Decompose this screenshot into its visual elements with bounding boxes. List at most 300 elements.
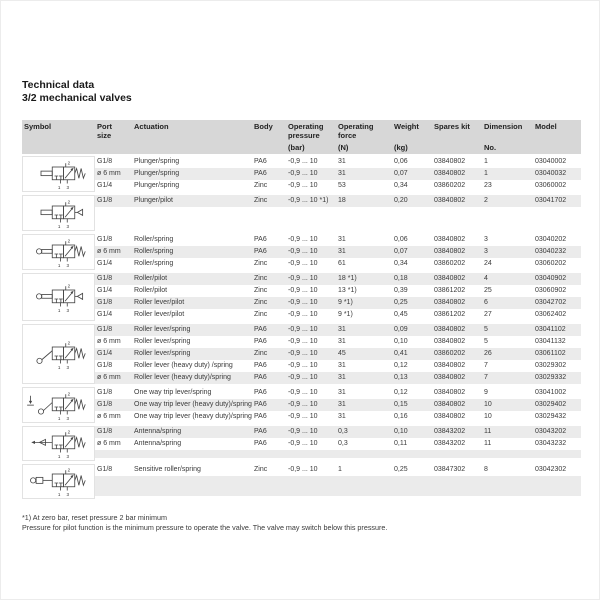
cell-weight: 0,34 bbox=[394, 260, 408, 267]
column-header-operating-force bbox=[336, 120, 392, 154]
cell-operating-force: 18 bbox=[338, 197, 346, 204]
column-header-label: Operating force bbox=[338, 122, 374, 140]
cell-body: Zinc bbox=[254, 260, 268, 267]
column-header-actuation bbox=[132, 120, 252, 154]
valve-schematic-icon bbox=[24, 158, 94, 191]
valve-schematic-icon bbox=[24, 427, 94, 460]
cell-weight: 0,34 bbox=[394, 182, 408, 189]
cell-spares-kit: 03840802 bbox=[434, 170, 466, 177]
cell-operating-pressure: -0,9 ... 10 bbox=[288, 401, 318, 408]
cell-weight: 0,25 bbox=[394, 466, 408, 473]
cell-port-size: ø 6 mm bbox=[97, 170, 121, 177]
cell-dimension-no: 23 bbox=[484, 182, 492, 189]
group-filler bbox=[95, 476, 581, 496]
svg-text:2: 2 bbox=[67, 467, 70, 473]
cell-port-size: ø 6 mm bbox=[97, 248, 121, 255]
cell-body: PA6 bbox=[254, 170, 267, 177]
table-row bbox=[95, 399, 581, 411]
column-header-port-size bbox=[95, 120, 132, 154]
cell-actuation: Roller lever (heavy duty) /spring bbox=[134, 362, 233, 369]
antenna-spring-valve-symbol bbox=[22, 426, 95, 461]
cell-weight: 0,15 bbox=[394, 401, 408, 408]
cell-weight: 0,12 bbox=[394, 362, 408, 369]
cell-weight: 0,20 bbox=[394, 197, 408, 204]
cell-port-size: G1/4 bbox=[97, 182, 113, 189]
cell-operating-force: 31 bbox=[338, 248, 346, 255]
cell-spares-kit: 03840802 bbox=[434, 248, 466, 255]
cell-port-size: G1/8 bbox=[97, 236, 113, 243]
cell-model: 03040002 bbox=[535, 158, 567, 165]
cell-operating-force: 31 bbox=[338, 413, 346, 420]
cell-model: 03041102 bbox=[535, 326, 566, 333]
cell-port-size: ø 6 mm bbox=[97, 440, 121, 447]
svg-text:1: 1 bbox=[57, 307, 60, 313]
plunger-spring-valve-symbol bbox=[22, 156, 95, 192]
column-header-operating-pressure bbox=[286, 120, 336, 154]
cell-dimension-no: 24 bbox=[484, 260, 492, 267]
cell-weight: 0,16 bbox=[394, 413, 408, 420]
cell-operating-force: 31 bbox=[338, 170, 346, 177]
cell-spares-kit: 03860202 bbox=[434, 350, 466, 357]
cell-body: PA6 bbox=[254, 338, 267, 345]
table-body bbox=[22, 156, 581, 499]
cell-body: Zinc bbox=[254, 350, 268, 357]
table-row bbox=[95, 387, 581, 399]
cell-dimension-no: 5 bbox=[484, 326, 488, 333]
svg-text:3: 3 bbox=[66, 453, 69, 459]
table-row bbox=[95, 285, 581, 297]
cell-model: 03060002 bbox=[535, 182, 567, 189]
cell-operating-pressure: -0,9 ... 10 bbox=[288, 440, 318, 447]
cell-model: 03040032 bbox=[535, 170, 567, 177]
group-filler bbox=[95, 450, 581, 458]
cell-body: Zinc bbox=[254, 299, 268, 306]
column-header-label: Spares kit bbox=[434, 122, 470, 131]
column-header-model bbox=[533, 120, 581, 154]
cell-operating-force: 1 bbox=[338, 466, 342, 473]
cell-operating-pressure: -0,9 ... 10 bbox=[288, 338, 318, 345]
cell-model: 03029432 bbox=[535, 413, 567, 420]
cell-actuation: One way trip lever (heavy duty)/spring bbox=[134, 401, 252, 408]
cell-actuation: Antenna/spring bbox=[134, 440, 182, 447]
table-group bbox=[22, 324, 581, 384]
cell-operating-pressure: -0,9 ... 10 bbox=[288, 413, 318, 420]
cell-dimension-no: 11 bbox=[484, 428, 492, 435]
svg-text:3: 3 bbox=[66, 415, 69, 421]
cell-actuation: Plunger/spring bbox=[134, 182, 180, 189]
cell-spares-kit: 03861202 bbox=[434, 287, 466, 294]
column-header-unit: (kg) bbox=[394, 142, 408, 152]
svg-text:1: 1 bbox=[57, 223, 60, 229]
table-row bbox=[95, 234, 581, 246]
cell-model: 03041702 bbox=[535, 197, 567, 204]
cell-port-size: G1/8 bbox=[97, 466, 113, 473]
table-group bbox=[22, 387, 581, 423]
cell-port-size: G1/8 bbox=[97, 362, 113, 369]
cell-dimension-no: 8 bbox=[484, 466, 488, 473]
svg-text:3: 3 bbox=[66, 491, 69, 497]
cell-dimension-no: 11 bbox=[484, 440, 492, 447]
cell-model: 03040202 bbox=[535, 236, 567, 243]
cell-actuation: Roller/pilot bbox=[134, 275, 168, 282]
table-row bbox=[95, 426, 581, 438]
table-group bbox=[22, 234, 581, 270]
table-row bbox=[95, 438, 581, 450]
cell-port-size: G1/8 bbox=[97, 275, 113, 282]
svg-text:3: 3 bbox=[66, 223, 69, 229]
cell-spares-kit: 03860202 bbox=[434, 260, 466, 267]
cell-spares-kit: 03840802 bbox=[434, 275, 466, 282]
cell-body: PA6 bbox=[254, 440, 267, 447]
cell-operating-pressure: -0,9 ... 10 bbox=[288, 428, 318, 435]
cell-dimension-no: 9 bbox=[484, 389, 488, 396]
cell-weight: 0,12 bbox=[394, 389, 408, 396]
technical-data-page bbox=[1, 1, 599, 533]
cell-model: 03062402 bbox=[535, 311, 567, 318]
cell-spares-kit: 03840802 bbox=[434, 338, 466, 345]
cell-spares-kit: 03840802 bbox=[434, 197, 466, 204]
cell-port-size: G1/8 bbox=[97, 158, 113, 165]
cell-weight: 0,09 bbox=[394, 326, 408, 333]
cell-actuation: Roller lever/spring bbox=[134, 338, 191, 345]
valve-schematic-icon bbox=[24, 465, 94, 498]
cell-dimension-no: 7 bbox=[484, 362, 488, 369]
cell-operating-pressure: -0,9 ... 10 bbox=[288, 248, 318, 255]
cell-dimension-no: 1 bbox=[484, 158, 488, 165]
table-row bbox=[95, 180, 581, 192]
sensitive-roller-spring-valve-symbol bbox=[22, 464, 95, 499]
cell-actuation: Roller lever/spring bbox=[134, 326, 191, 333]
cell-weight: 0,45 bbox=[394, 311, 408, 318]
cell-actuation: Roller/pilot bbox=[134, 287, 168, 294]
table-row bbox=[95, 156, 581, 168]
column-header-unit: (bar) bbox=[288, 142, 305, 152]
cell-spares-kit: 03840802 bbox=[434, 374, 466, 381]
cell-operating-pressure: -0,9 ... 10 bbox=[288, 362, 318, 369]
cell-port-size: G1/8 bbox=[97, 401, 113, 408]
column-header-label: Symbol bbox=[24, 122, 52, 131]
cell-operating-pressure: -0,9 ... 10 bbox=[288, 311, 318, 318]
cell-weight: 0,10 bbox=[394, 338, 408, 345]
cell-weight: 0,10 bbox=[394, 428, 408, 435]
cell-actuation: One way trip lever (heavy duty)/spring bbox=[134, 413, 252, 420]
cell-operating-pressure: -0,9 ... 10 bbox=[288, 275, 318, 282]
cell-port-size: G1/8 bbox=[97, 299, 113, 306]
cell-port-size: G1/4 bbox=[97, 260, 113, 267]
table-row bbox=[95, 195, 581, 207]
cell-body: PA6 bbox=[254, 248, 267, 255]
cell-operating-force: 31 bbox=[338, 236, 346, 243]
cell-actuation: Plunger/pilot bbox=[134, 197, 173, 204]
cell-port-size: ø 6 mm bbox=[97, 374, 121, 381]
table-row bbox=[95, 411, 581, 423]
table-group bbox=[22, 156, 581, 192]
cell-weight: 0,06 bbox=[394, 236, 408, 243]
cell-operating-pressure: -0,9 ... 10 bbox=[288, 260, 318, 267]
svg-text:3: 3 bbox=[66, 184, 69, 190]
cell-model: 03041002 bbox=[535, 389, 567, 396]
cell-model: 03060202 bbox=[535, 260, 567, 267]
column-header-label: Dimension bbox=[484, 122, 523, 131]
cell-dimension-no: 10 bbox=[484, 413, 492, 420]
roller-spring-valve-symbol bbox=[22, 234, 95, 270]
cell-operating-force: 9 *1) bbox=[338, 299, 353, 306]
column-header-dimension-no bbox=[482, 120, 533, 154]
cell-dimension-no: 2 bbox=[484, 197, 488, 204]
cell-body: Zinc bbox=[254, 466, 268, 473]
cell-model: 03041132 bbox=[535, 338, 566, 345]
valve-schematic-icon bbox=[24, 338, 94, 371]
cell-body: PA6 bbox=[254, 374, 267, 381]
cell-spares-kit: 03840802 bbox=[434, 401, 466, 408]
cell-actuation: Roller lever/pilot bbox=[134, 299, 185, 306]
one-way-trip-lever-spring-valve-symbol bbox=[22, 387, 95, 423]
cell-dimension-no: 10 bbox=[484, 401, 492, 408]
cell-port-size: G1/4 bbox=[97, 350, 113, 357]
column-header-unit: No. bbox=[484, 142, 497, 152]
table-row bbox=[95, 372, 581, 384]
cell-spares-kit: 03843202 bbox=[434, 428, 466, 435]
cell-operating-pressure: -0,9 ... 10 bbox=[288, 326, 318, 333]
cell-operating-pressure: -0,9 ... 10 bbox=[288, 466, 318, 473]
svg-text:2: 2 bbox=[67, 390, 70, 396]
cell-operating-force: 18 *1) bbox=[338, 275, 357, 282]
cell-dimension-no: 25 bbox=[484, 287, 492, 294]
table-row bbox=[95, 360, 581, 372]
column-header-label: Weight bbox=[394, 122, 419, 131]
table-row bbox=[95, 309, 581, 321]
column-header-spares-kit bbox=[432, 120, 482, 154]
column-header-label: Body bbox=[254, 122, 273, 131]
svg-text:1: 1 bbox=[57, 415, 60, 421]
cell-dimension-no: 4 bbox=[484, 275, 488, 282]
cell-operating-pressure: -0,9 ... 10 *1) bbox=[288, 197, 329, 204]
cell-body: Zinc bbox=[254, 275, 268, 282]
svg-text:1: 1 bbox=[57, 453, 60, 459]
cell-operating-force: 31 bbox=[338, 389, 346, 396]
cell-port-size: G1/4 bbox=[97, 311, 113, 318]
cell-body: PA6 bbox=[254, 158, 267, 165]
cell-actuation: Plunger/spring bbox=[134, 158, 180, 165]
cell-actuation: Roller lever/spring bbox=[134, 350, 191, 357]
footnotes bbox=[22, 513, 579, 533]
svg-text:3: 3 bbox=[66, 364, 69, 370]
cell-port-size: G1/8 bbox=[97, 326, 113, 333]
cell-weight: 0,06 bbox=[394, 158, 408, 165]
cell-weight: 0,41 bbox=[394, 350, 408, 357]
cell-spares-kit: 03840802 bbox=[434, 236, 466, 243]
cell-operating-force: 9 *1) bbox=[338, 311, 353, 318]
cell-port-size: G1/8 bbox=[97, 389, 113, 396]
valve-schematic-icon bbox=[24, 389, 94, 422]
cell-body: PA6 bbox=[254, 326, 267, 333]
table-row bbox=[95, 464, 581, 476]
cell-body: Zinc bbox=[254, 311, 268, 318]
column-header-label: Model bbox=[535, 122, 557, 131]
cell-spares-kit: 03840802 bbox=[434, 362, 466, 369]
valves-data-table bbox=[22, 120, 581, 499]
cell-model: 03040902 bbox=[535, 275, 567, 282]
cell-operating-force: 31 bbox=[338, 338, 346, 345]
table-row bbox=[95, 246, 581, 258]
svg-text:2: 2 bbox=[67, 159, 70, 165]
cell-spares-kit: 03840802 bbox=[434, 413, 466, 420]
cell-actuation: Sensitive roller/spring bbox=[134, 466, 201, 473]
cell-operating-pressure: -0,9 ... 10 bbox=[288, 287, 318, 294]
cell-spares-kit: 03861202 bbox=[434, 311, 466, 318]
cell-model: 03061102 bbox=[535, 350, 566, 357]
cell-dimension-no: 26 bbox=[484, 350, 492, 357]
cell-spares-kit: 03840802 bbox=[434, 299, 466, 306]
cell-actuation: Roller lever/pilot bbox=[134, 311, 185, 318]
cell-dimension-no: 5 bbox=[484, 338, 488, 345]
svg-text:3: 3 bbox=[66, 262, 69, 268]
cell-dimension-no: 3 bbox=[484, 236, 488, 243]
cell-actuation: Roller/spring bbox=[134, 248, 174, 255]
cell-actuation: Roller/spring bbox=[134, 260, 174, 267]
page-title bbox=[22, 79, 579, 105]
column-header-body bbox=[252, 120, 286, 154]
cell-operating-pressure: -0,9 ... 10 bbox=[288, 374, 318, 381]
column-header-unit: (N) bbox=[338, 142, 349, 152]
cell-model: 03029302 bbox=[535, 362, 567, 369]
table-group bbox=[22, 195, 581, 231]
cell-weight: 0,25 bbox=[394, 299, 408, 306]
cell-actuation: Roller/spring bbox=[134, 236, 174, 243]
cell-operating-pressure: -0,9 ... 10 bbox=[288, 350, 318, 357]
cell-weight: 0,39 bbox=[394, 287, 408, 294]
cell-operating-pressure: -0,9 ... 10 bbox=[288, 236, 318, 243]
cell-operating-force: 61 bbox=[338, 260, 346, 267]
cell-operating-pressure: -0,9 ... 10 bbox=[288, 182, 318, 189]
footnote-1: *1) At zero bar, reset pressure 2 bar minimum bbox=[22, 513, 168, 522]
column-header-label: Actuation bbox=[134, 122, 169, 131]
cell-model: 03042302 bbox=[535, 466, 567, 473]
cell-operating-force: 31 bbox=[338, 158, 346, 165]
column-header-label: Operating pressure bbox=[288, 122, 324, 140]
cell-weight: 0,11 bbox=[394, 440, 408, 447]
cell-weight: 0,07 bbox=[394, 170, 408, 177]
table-row bbox=[95, 258, 581, 270]
cell-operating-force: 13 *1) bbox=[338, 287, 357, 294]
svg-text:2: 2 bbox=[67, 282, 70, 288]
cell-operating-force: 31 bbox=[338, 401, 346, 408]
table-row bbox=[95, 168, 581, 180]
cell-weight: 0,07 bbox=[394, 248, 408, 255]
valve-schematic-icon bbox=[24, 281, 94, 314]
cell-spares-kit: 03840802 bbox=[434, 158, 466, 165]
title-line-2: 3/2 mechanical valves bbox=[22, 92, 132, 104]
svg-text:1: 1 bbox=[57, 184, 60, 190]
svg-text:2: 2 bbox=[67, 429, 70, 435]
cell-port-size: G1/8 bbox=[97, 428, 113, 435]
cell-actuation: Roller lever (heavy duty)/spring bbox=[134, 374, 231, 381]
cell-dimension-no: 7 bbox=[484, 374, 488, 381]
svg-text:2: 2 bbox=[67, 198, 70, 204]
svg-text:1: 1 bbox=[57, 491, 60, 497]
cell-actuation: Antenna/spring bbox=[134, 428, 182, 435]
cell-dimension-no: 27 bbox=[484, 311, 492, 318]
cell-model: 03040232 bbox=[535, 248, 567, 255]
table-row bbox=[95, 297, 581, 309]
cell-body: Zinc bbox=[254, 182, 268, 189]
table-row bbox=[95, 336, 581, 348]
svg-text:1: 1 bbox=[57, 364, 60, 370]
cell-model: 03029402 bbox=[535, 401, 567, 408]
cell-spares-kit: 03860202 bbox=[434, 182, 466, 189]
cell-port-size: ø 6 mm bbox=[97, 413, 121, 420]
valve-schematic-icon bbox=[24, 197, 94, 230]
table-group bbox=[22, 273, 581, 321]
cell-body: PA6 bbox=[254, 401, 267, 408]
table-header-row bbox=[22, 120, 581, 154]
cell-actuation: Plunger/spring bbox=[134, 170, 180, 177]
title-line-1: Technical data bbox=[22, 79, 95, 91]
cell-operating-force: 0,3 bbox=[338, 428, 348, 435]
cell-operating-force: 31 bbox=[338, 374, 346, 381]
cell-spares-kit: 03847302 bbox=[434, 466, 466, 473]
column-header-weight bbox=[392, 120, 432, 154]
cell-weight: 0,18 bbox=[394, 275, 408, 282]
cell-model: 03042702 bbox=[535, 299, 567, 306]
cell-operating-pressure: -0,9 ... 10 bbox=[288, 299, 318, 306]
cell-spares-kit: 03840802 bbox=[434, 389, 466, 396]
svg-text:3: 3 bbox=[66, 307, 69, 313]
cell-operating-pressure: -0,9 ... 10 bbox=[288, 170, 318, 177]
cell-spares-kit: 03843202 bbox=[434, 440, 466, 447]
cell-operating-pressure: -0,9 ... 10 bbox=[288, 158, 318, 165]
group-filler bbox=[95, 207, 581, 231]
cell-actuation: One way trip lever/spring bbox=[134, 389, 212, 396]
svg-text:2: 2 bbox=[67, 237, 70, 243]
cell-operating-force: 31 bbox=[338, 326, 346, 333]
valve-schematic-icon bbox=[24, 236, 94, 269]
cell-dimension-no: 6 bbox=[484, 299, 488, 306]
table-row bbox=[95, 273, 581, 285]
cell-model: 03043232 bbox=[535, 440, 567, 447]
cell-body: PA6 bbox=[254, 428, 267, 435]
table-row bbox=[95, 324, 581, 336]
cell-operating-force: 0,3 bbox=[338, 440, 348, 447]
roller-pilot-valve-symbol bbox=[22, 273, 95, 321]
cell-port-size: ø 6 mm bbox=[97, 338, 121, 345]
cell-operating-pressure: -0,9 ... 10 bbox=[288, 389, 318, 396]
cell-body: PA6 bbox=[254, 236, 267, 243]
cell-model: 03029332 bbox=[535, 374, 567, 381]
cell-port-size: G1/8 bbox=[97, 197, 113, 204]
cell-dimension-no: 3 bbox=[484, 248, 488, 255]
cell-spares-kit: 03840802 bbox=[434, 326, 466, 333]
cell-body: Zinc bbox=[254, 287, 268, 294]
table-group bbox=[22, 464, 581, 499]
column-header-label: Port size bbox=[97, 122, 112, 140]
cell-operating-force: 53 bbox=[338, 182, 346, 189]
cell-body: PA6 bbox=[254, 389, 267, 396]
column-header-symbol bbox=[22, 120, 95, 154]
cell-body: PA6 bbox=[254, 413, 267, 420]
cell-operating-force: 31 bbox=[338, 362, 346, 369]
table-row bbox=[95, 348, 581, 360]
cell-model: 03060902 bbox=[535, 287, 567, 294]
table-group bbox=[22, 426, 581, 461]
cell-port-size: G1/4 bbox=[97, 287, 113, 294]
roller-lever-spring-valve-symbol bbox=[22, 324, 95, 384]
cell-dimension-no: 1 bbox=[484, 170, 488, 177]
cell-body: PA6 bbox=[254, 362, 267, 369]
cell-body: Zinc bbox=[254, 197, 268, 204]
cell-model: 03043202 bbox=[535, 428, 567, 435]
svg-text:2: 2 bbox=[67, 339, 70, 345]
